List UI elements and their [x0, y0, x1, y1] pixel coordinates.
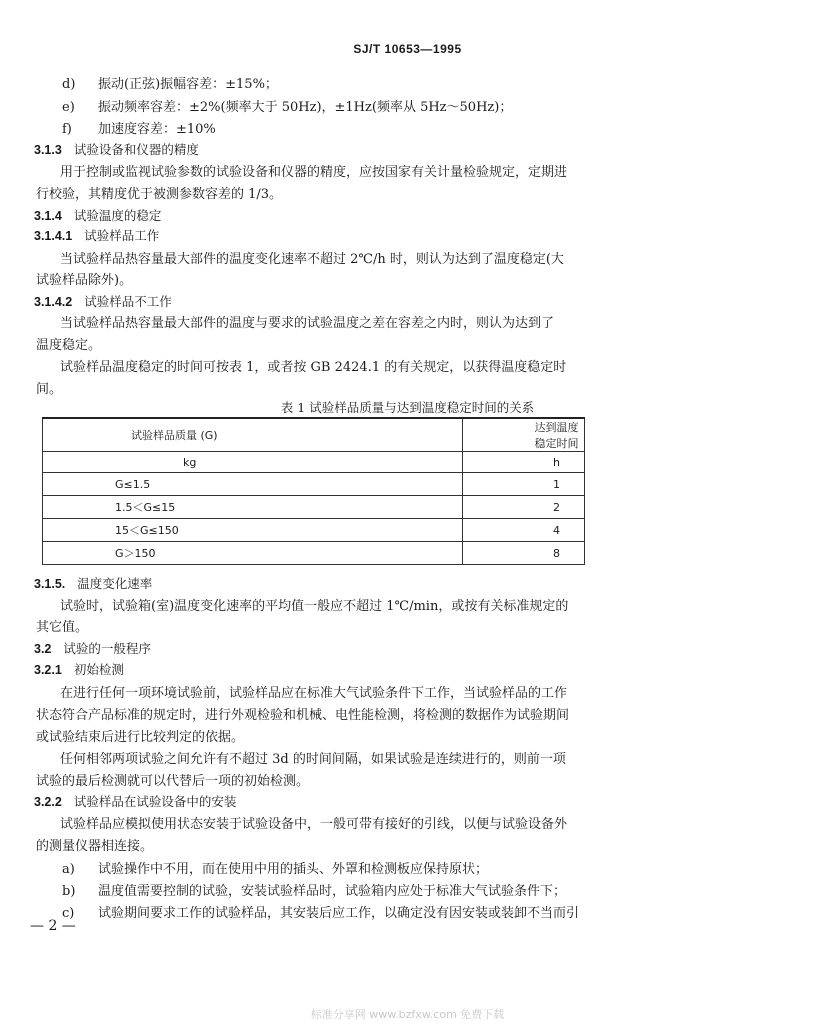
section-3-2-2-heading: 3.2.2 试验样品在试验设备中的安装	[34, 794, 237, 809]
paragraph-line: 在进行任何一项环境试验前，试验样品应在标准大气试验条件下工作，当试验样品的工作	[60, 686, 568, 701]
page-number: — 2 —	[30, 918, 76, 934]
table-row	[43, 519, 585, 542]
paragraph-line: 温度稳定。	[36, 338, 102, 353]
item-text: 温度值需要控制的试验，安装试验样品时，试验箱内应处于标准大气试验条件下；	[98, 884, 567, 899]
item-text: 加速度容差：±10%	[98, 122, 216, 137]
list-item-a	[62, 861, 488, 878]
table-row	[43, 473, 585, 496]
cell-mass: G≤1.5	[43, 473, 463, 496]
list-item-d	[62, 76, 278, 93]
column-header-mass: 试验样品质量 (G)	[43, 418, 463, 452]
item-label: b)	[62, 884, 76, 899]
list-item-b	[62, 883, 566, 900]
list-item-c	[62, 905, 579, 922]
item-text: 试验期间要求工作的试验样品，其安装后应工作，以确定没有因安装或装卸不当而引	[98, 906, 580, 921]
item-label: f)	[62, 122, 72, 137]
column-unit-mass: kg	[43, 452, 463, 473]
cell-time: 8	[463, 542, 585, 565]
paragraph-line: 行校验，其精度优于被测参数容差的 1/3。	[36, 187, 283, 202]
section-3-1-5-heading: 3.1.5. 温度变化速率	[34, 576, 153, 591]
standard-header: SJ/T 10653—1995	[353, 42, 462, 56]
cell-mass: G＞150	[43, 542, 463, 565]
watermark: 标准分享网 www.bzfxw.com 免费下载	[310, 1008, 505, 1021]
paragraph-line: 当试验样品热容量最大部件的温度变化速率不超过 2℃/h 时，则认为达到了温度稳定(大	[60, 252, 564, 267]
section-3-2-1-heading: 3.2.1 初始检测	[34, 662, 124, 677]
cell-time: 2	[463, 496, 585, 519]
section-3-1-4-2-heading: 3.1.4.2 试验样品不工作	[34, 294, 172, 309]
paragraph-line: 任何相邻两项试验之间允许有不超过 3d 的时间间隔，如果试验是连续进行的，则前一项	[60, 752, 566, 767]
stabilization-table	[42, 417, 585, 565]
column-header-time: 达到温度稳定时间	[463, 418, 585, 452]
table-caption: 表 1 试验样品质量与达到温度稳定时间的关系	[280, 400, 535, 415]
paragraph-line: 试验样品应模拟使用状态安装于试验设备中，一般可带有接好的引线，以便与试验设备外	[60, 817, 568, 832]
section-3-1-3-heading: 3.1.3 试验设备和仪器的精度	[34, 142, 199, 157]
paragraph-line: 试验的最后检测就可以代替后一项的初始检测。	[36, 774, 310, 789]
paragraph-line: 用于控制或监视试验参数的试验设备和仪器的精度，应按国家有关计量检验规定，定期进	[60, 165, 568, 180]
paragraph-line: 或试验结束后进行比较判定的依据。	[36, 730, 245, 745]
item-text: 试验操作中不用，而在使用中用的插头、外罩和检测板应保持原状；	[98, 862, 489, 877]
column-unit-time: h	[463, 452, 585, 473]
section-3-2-heading: 3.2 试验的一般程序	[34, 641, 151, 656]
paragraph-line: 当试验样品热容量最大部件的温度与要求的试验温度之差在容差之内时，则认为达到了	[60, 316, 555, 331]
paragraph-line: 试验样品除外)。	[36, 273, 133, 288]
item-label: a)	[62, 862, 75, 877]
item-text: 振动(正弦)振幅容差：±15%；	[98, 77, 278, 92]
paragraph-line: 间。	[36, 382, 63, 397]
cell-mass: 1.5＜G≤15	[43, 496, 463, 519]
cell-mass: 15＜G≤150	[43, 519, 463, 542]
item-text: 振动频率容差：±2%(频率大于 50Hz)，±1Hz(频率从 5Hz～50Hz)；	[98, 100, 513, 115]
item-label: d)	[62, 77, 76, 92]
list-item-e	[62, 99, 512, 116]
paragraph-line: 其它值。	[36, 620, 89, 635]
table-row	[43, 496, 585, 519]
cell-time: 1	[463, 473, 585, 496]
list-item-f	[62, 121, 216, 138]
paragraph-line: 试验样品温度稳定的时间可按表 1，或者按 GB 2424.1 的有关规定，以获得温度稳定时	[60, 360, 567, 375]
cell-time: 4	[463, 519, 585, 542]
paragraph-line: 的测量仪器相连接。	[36, 839, 154, 854]
paragraph-line: 状态符合产品标准的规定时，进行外观检验和机械、电性能检测，将检测的数据作为试验期间	[36, 708, 570, 723]
item-label: e)	[62, 100, 75, 115]
table-header-row	[43, 418, 585, 452]
item-label: c)	[62, 906, 75, 921]
section-3-1-4-1-heading: 3.1.4.1 试验样品工作	[34, 228, 160, 243]
section-3-1-4-heading: 3.1.4 试验温度的稳定	[34, 208, 162, 223]
paragraph-line: 试验时，试验箱(室)温度变化速率的平均值一般应不超过 1℃/min，或按有关标准规定的	[60, 599, 569, 614]
table-unit-row	[43, 452, 585, 473]
table-row	[43, 542, 585, 565]
